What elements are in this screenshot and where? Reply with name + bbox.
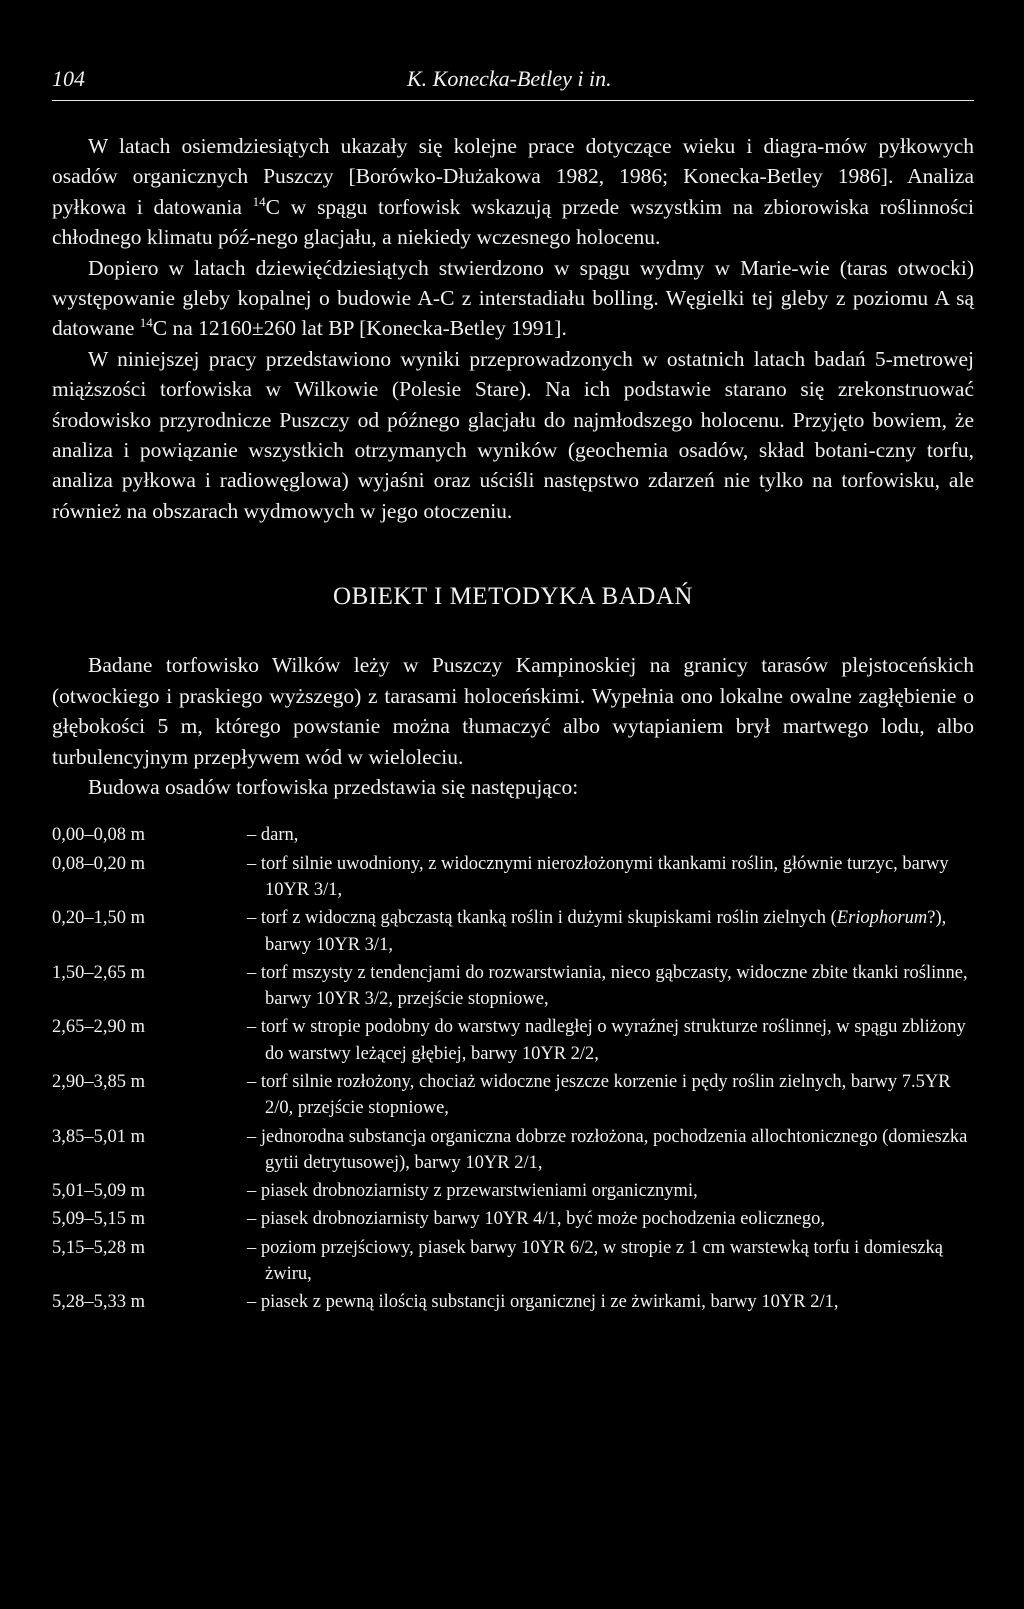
layer-description: – piasek drobnoziarnisty z przewarstwieniami organicznymi, <box>247 1181 698 1202</box>
layer-description: – torf w stropie podobny do warstwy nadległej o wyraźnej strukturze roślinnej, w spągu zbliżony do warstwy leżącej głębiej, barwy 10YR 2/2, <box>247 1017 966 1064</box>
layer-item <box>52 1206 974 1232</box>
layer-item <box>52 960 974 1013</box>
page-number: 104 <box>52 66 85 91</box>
body-text <box>52 131 974 526</box>
layer-depth: 5,28–5,33 m <box>52 1292 146 1313</box>
section-body <box>52 650 974 802</box>
layer-depth: 3,85–5,01 m <box>52 1126 146 1147</box>
paragraph-2-text-b: C na 12160±260 lat BP [Konecka-Betley 1991]. <box>152 316 567 341</box>
layer-list <box>52 822 974 1315</box>
layer-description <box>247 905 974 958</box>
layer-item <box>52 851 974 904</box>
layer-description: – piasek z pewną ilością substancji organicznej i ze żwirkami, barwy 10YR 2/1, <box>247 1292 839 1313</box>
superscript-14: 14 <box>139 315 153 331</box>
layer-description: – torf silnie uwodniony, z widocznymi nierozłożonymi tkankami roślin, głównie turzyc, barwy 10YR 3/1, <box>247 853 949 900</box>
paragraph-1 <box>52 131 974 253</box>
layer-item <box>52 1289 974 1315</box>
layer-description: – jednorodna substancja organiczna dobrze rozłożona, pochodzenia allochtonicznego (domieszka gytii detrytusowej), barwy 10YR 2/1, <box>247 1126 968 1173</box>
superscript-14: 14 <box>252 193 266 209</box>
layer-item <box>52 1178 974 1204</box>
paragraph-2-text-a: Dopiero w latach dziewięćdziesiątych stwierdzono w spągu wydmy w Marie-wie (taras otwocki) występowanie gleby kopalnej o budowie A-C z interstadiału bolling. Węgielki tej gleby z poziomu A są datowane <box>52 255 974 341</box>
paragraph-1-text-a: W latach osiemdziesiątych ukazały się kolejne prace dotyczące wieku i diagra-mów pyłkowych osadów organicznych Puszczy [Borówko-Dłużakowa 1982, 1986; Konecka-Betley 1986]. Analiza pyłkowa i datowania <box>52 134 974 219</box>
layer-description-text-b: ?), barwy 10YR 3/1, <box>265 908 947 955</box>
layer-description-text-a: – torf z widoczną gąbczastą tkanką roślin i dużymi skupiskami roślin zielnych ( <box>247 908 837 929</box>
layer-depth: 5,15–5,28 m <box>52 1237 146 1258</box>
layer-depth: 2,65–2,90 m <box>52 1017 146 1038</box>
layer-depth: 0,20–1,50 m <box>52 908 146 929</box>
layer-description: – piasek drobnoziarnisty barwy 10YR 4/1, być może pochodzenia eolicznego, <box>247 1209 825 1230</box>
layer-item <box>52 1014 974 1067</box>
paragraph-1-text-b: C w spągu torfowisk wskazują przede wszystkim na zbiorowiska roślinności chłodnego klimatu póź-nego glacjału, a niekiedy wczesnego holocenu. <box>52 194 974 250</box>
running-header <box>52 62 974 101</box>
section-title: OBIEKT I METODYKA BADAŃ <box>333 583 693 611</box>
taxon-name-italic: Eriophorum <box>836 908 928 929</box>
layer-item <box>52 822 974 848</box>
layer-item <box>52 1235 974 1288</box>
layer-description: – poziom przejściowy, piasek barwy 10YR 6/2, w stropie z 1 cm warstewką torfu i domieszką żwiru, <box>247 1237 943 1285</box>
layer-depth: 2,90–3,85 m <box>52 1071 146 1092</box>
paragraph-2 <box>52 253 974 344</box>
paragraph-3: W niniejszej pracy przedstawiono wyniki przeprowadzonych w ostatnich latach badań 5-metrowej miąższości torfowiska w Wilkowie (Polesie Stare). Na ich podstawie starano się zrekonstruować środowisko przyrodnicze Puszczy od późnego glacjału do najmłodszego holocenu. Przyjęto bowiem, że analiza i powiązanie wszystkich otrzymanych wyników (geochemia osadów, skład botani-czny torfu, analiza pyłkowa i radiowęglowa) wyjaśni oraz uściśli następstwo zdarzeń nie tylko na torfowisku, ale również na obszarach wydmowych w jego otoczeniu. <box>52 346 974 523</box>
layer-depth: 0,00–0,08 m <box>52 825 146 846</box>
running-header-authors: K. Konecka-Betley i in. <box>407 66 612 91</box>
layer-depth: 5,01–5,09 m <box>52 1181 146 1202</box>
layer-depth: 0,08–0,20 m <box>52 853 146 874</box>
paragraph-4: Badane torfowisko Wilków leży w Puszczy Kampinoskiej na granicy tarasów plejstoceńskich (otwockiego i praskiego wyższego) z tarasami holoceńskimi. Wypełnia ono lokalne owalne zagłębienie o głębokości 5 m, którego powstanie można tłumaczyć albo wytapianiem brył martwego lodu, albo turbulencyjnym przepływem wód w wieloleciu. <box>52 653 974 769</box>
paragraph-5: Budowa osadów torfowiska przedstawia się następująco: <box>88 774 579 799</box>
layer-item <box>52 905 974 958</box>
layer-depth: 1,50–2,65 m <box>52 962 146 983</box>
layer-description: – torf mszysty z tendencjami do rozwarstwiania, nieco gąbczasty, widoczne zbite tkanki roślinne, barwy 10YR 3/2, przejście stopniowe, <box>247 962 968 1010</box>
page <box>52 62 974 1318</box>
layer-item <box>52 1124 974 1177</box>
layer-description: – darn, <box>247 825 299 846</box>
layer-item <box>52 1069 974 1122</box>
layer-description: – torf silnie rozłożony, chociaż widoczne jeszcze korzenie i pędy roślin zielnych, barwy 7.5YR 2/0, przejście stopniowe, <box>247 1071 951 1119</box>
layer-depth: 5,09–5,15 m <box>52 1209 146 1230</box>
